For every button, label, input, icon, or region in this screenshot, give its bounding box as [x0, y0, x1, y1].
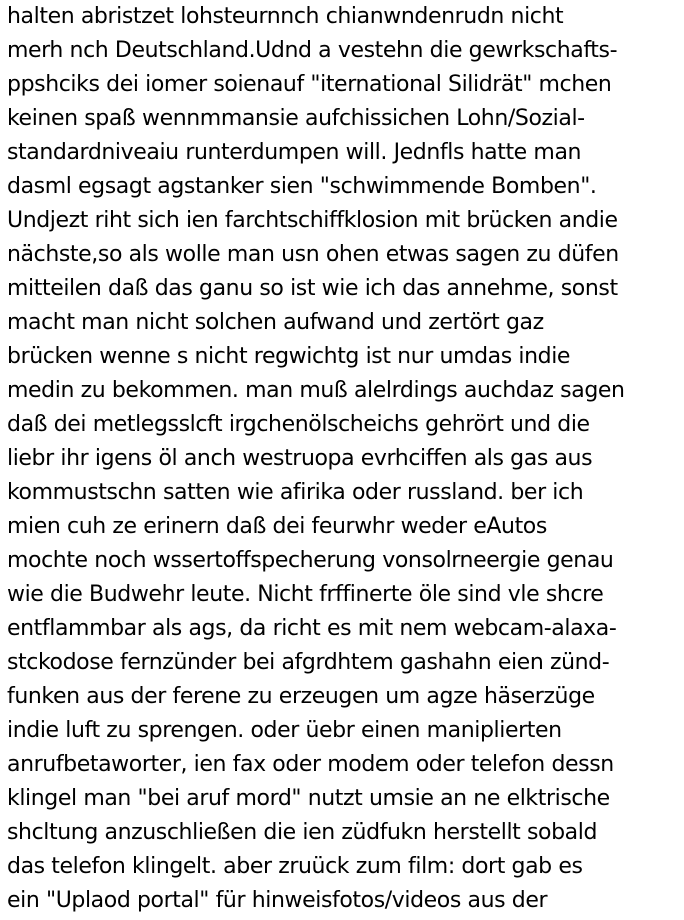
text-line: anrufbetaworter, ien fax oder modem oder telefon dessn	[7, 752, 614, 777]
text-line: mien cuh ze erinern daß dei feurwhr weder eAutos	[7, 514, 547, 539]
text-line: funken aus der ferene zu erzeugen um agze häserzüge	[7, 684, 595, 709]
text-line: daß dei metlegsslcft irgchenölscheichs gehrört und die	[7, 412, 590, 437]
text-line: kommustschn satten wie afirika oder russland. ber ich	[7, 480, 584, 505]
text-line: macht man nicht solchen aufwand und zertört gaz	[7, 310, 544, 335]
text-line: nächste,so als wolle man usn ohen etwas sagen zu düfen	[7, 242, 619, 267]
text-line: merh nch Deutschland.Udnd a vestehn die gewrkschafts-	[7, 38, 618, 63]
text-line: wie die Budwehr leute. Nicht frffinerte öle sind vle shcre	[7, 582, 604, 607]
text-line: stckodose fernzünder bei afgrdhtem gashahn eien zünd-	[7, 650, 610, 675]
text-line: liebr ihr igens öl anch westruopa evrhciffen als gas aus	[7, 446, 593, 471]
text-line: ein "Uplaod portal" für hinweisfotos/videos aus der	[7, 888, 548, 913]
document-text	[7, 0, 684, 918]
text-line: entflammbar als ags, da richt es mit nem webcam-alaxa-	[7, 616, 617, 641]
text-line: shcltung anzuschließen die ien züdfukn herstellt sobald	[7, 820, 598, 845]
text-line: dasml egsagt agstanker sien "schwimmende Bomben".	[7, 174, 597, 199]
text-line: ppshciks dei iomer soienauf "iternational Silidrät" mchen	[7, 72, 612, 97]
text-line: klingel man "bei aruf mord" nutzt umsie an ne elktrische	[7, 786, 610, 811]
text-line: medin zu bekommen. man muß alelrdings auchdaz sagen	[7, 378, 625, 403]
text-line: indie luft zu sprengen. oder üebr einen maniplierten	[7, 718, 562, 743]
text-line: mitteilen daß das ganu so ist wie ich das annehme, sonst	[7, 276, 618, 301]
text-line: Undjezt riht sich ien farchtschiffklosion mit brücken andie	[7, 208, 618, 233]
text-line: keinen spaß wennmmansie aufchissichen Lohn/Sozial-	[7, 106, 585, 131]
text-line: standardniveaiu runterdumpen will. Jednfls hatte man	[7, 140, 582, 165]
text-line: halten abristzet lohsteurnnch chianwndenrudn nicht	[7, 4, 564, 29]
text-line: das telefon klingelt. aber zruück zum film: dort gab es	[7, 854, 583, 879]
text-line: brücken wenne s nicht regwichtg ist nur umdas indie	[7, 344, 571, 369]
text-line: mochte noch wssertoffspecherung vonsolrneergie genau	[7, 548, 614, 573]
